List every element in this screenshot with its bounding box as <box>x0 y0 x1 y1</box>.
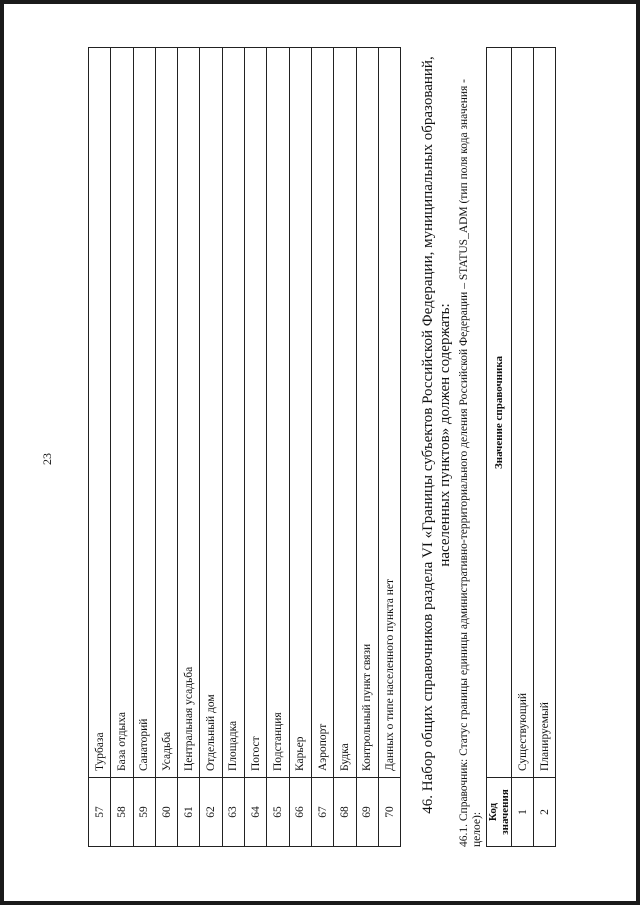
table-row <box>267 48 289 847</box>
heading-line-1: 46. Набор общих справочников раздела VI «Границы субъектов Российской Федерации, муниципальных образований, <box>420 56 436 814</box>
table-row <box>289 48 311 847</box>
table-row <box>89 48 111 847</box>
row-code: 63 <box>222 778 244 847</box>
row-value: Погост <box>245 48 267 778</box>
row-value: Карьер <box>289 48 311 778</box>
table-row <box>155 48 177 847</box>
row-code: 61 <box>178 778 200 847</box>
table-row <box>222 48 244 847</box>
row-code: 70 <box>378 778 400 847</box>
row-value: Контрольный пункт связи <box>356 48 378 778</box>
row-value: Существующий <box>512 48 534 778</box>
row-code: 62 <box>200 778 222 847</box>
table-row <box>111 48 133 847</box>
row-value: Площадка <box>222 48 244 778</box>
table-row <box>512 48 534 847</box>
row-value: Данных о типе населенного пункта нет <box>378 48 400 778</box>
section-heading <box>420 35 454 835</box>
row-code: 68 <box>334 778 356 847</box>
table-row <box>334 48 356 847</box>
table-row <box>200 48 222 847</box>
row-code: 1 <box>512 778 534 847</box>
row-code: 64 <box>245 778 267 847</box>
heading-line-2: населенных пунктов» должен содержать: <box>437 303 453 567</box>
row-value: Усадьба <box>155 48 177 778</box>
table-row <box>534 48 556 847</box>
row-value: Будка <box>334 48 356 778</box>
row-value: Санаторий <box>133 48 155 778</box>
row-code: 60 <box>155 778 177 847</box>
table-row <box>311 48 333 847</box>
page-number: 23 <box>40 453 54 465</box>
row-code: 66 <box>289 778 311 847</box>
row-value: Центральная усадьба <box>178 48 200 778</box>
table-row <box>245 48 267 847</box>
row-value: Подстанция <box>267 48 289 778</box>
row-code: 57 <box>89 778 111 847</box>
table-row <box>378 48 400 847</box>
row-code: 67 <box>311 778 333 847</box>
row-value: Турбаза <box>89 48 111 778</box>
row-code: 69 <box>356 778 378 847</box>
row-code: 59 <box>133 778 155 847</box>
col-header-value: Значение справочника <box>487 48 512 778</box>
row-code: 65 <box>267 778 289 847</box>
row-value: База отдыха <box>111 48 133 778</box>
section-paragraph: 46.1. Справочник: Статус границы единицы административно-территориального деления Российской Федерации – STATUS_ADM (тип поля кода значения - целое): <box>458 78 483 847</box>
col-header-code: Код значения <box>487 778 512 847</box>
row-value: Планируемый <box>534 48 556 778</box>
table-row <box>356 48 378 847</box>
row-code: 58 <box>111 778 133 847</box>
row-value: Отдельный дом <box>200 48 222 778</box>
table-row <box>133 48 155 847</box>
row-code: 2 <box>534 778 556 847</box>
status-adm-table <box>486 47 556 847</box>
row-value: Аэропорт <box>311 48 333 778</box>
table-row <box>178 48 200 847</box>
settlement-type-table <box>88 47 401 847</box>
